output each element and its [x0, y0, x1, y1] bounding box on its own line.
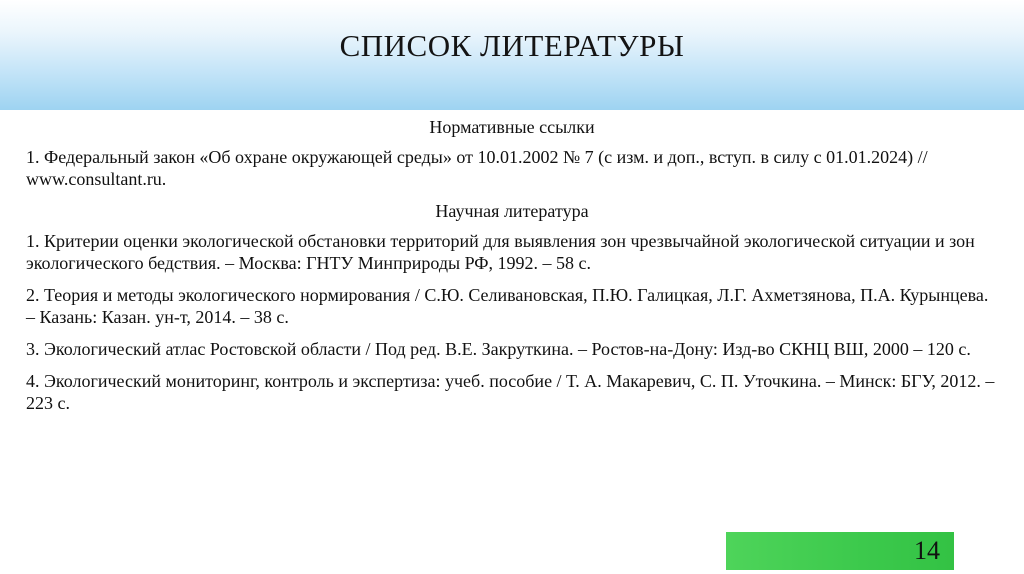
page-number-box: [726, 532, 954, 570]
reference-item: 4. Экологический мониторинг, контроль и экспертиза: учеб. пособие / Т. А. Макаревич, С. П. Уточкина. – Минск: БГУ, 2012. – 223 с.: [26, 371, 995, 413]
section-heading-scientific: Научная литература: [435, 201, 589, 221]
reference-item: 2. Теория и методы экологического нормирования / С.Ю. Селивановская, П.Ю. Галицкая, Л.Г. Ахметзянова, П.А. Курынцева. – Казань: Казан. ун-т, 2014. – 38 с.: [26, 285, 989, 327]
reference-item: 1. Федеральный закон «Об охране окружающей среды» от 10.01.2002 № 7 (с изм. и доп., вступ. в силу с 01.01.2024) // www.consultant.ru.: [26, 147, 928, 189]
slide-title: СПИСОК ЛИТЕРАТУРЫ: [339, 28, 685, 63]
page-number: 14: [914, 536, 940, 565]
reference-item: 3. Экологический атлас Ростовской области / Под ред. В.Е. Закруткина. – Ростов-на-Дону: Изд-во СКНЦ ВШ, 2000 – 120 с.: [26, 339, 971, 359]
references-content: [26, 116, 998, 424]
reference-item: 1. Критерии оценки экологической обстановки территорий для выявления зон чрезвычайной экологической ситуации и зон экологического бедствия. – Москва: ГНТУ Минприроды РФ, 1992. – 58 с.: [26, 231, 975, 273]
section-heading-normative: Нормативные ссылки: [429, 117, 595, 137]
